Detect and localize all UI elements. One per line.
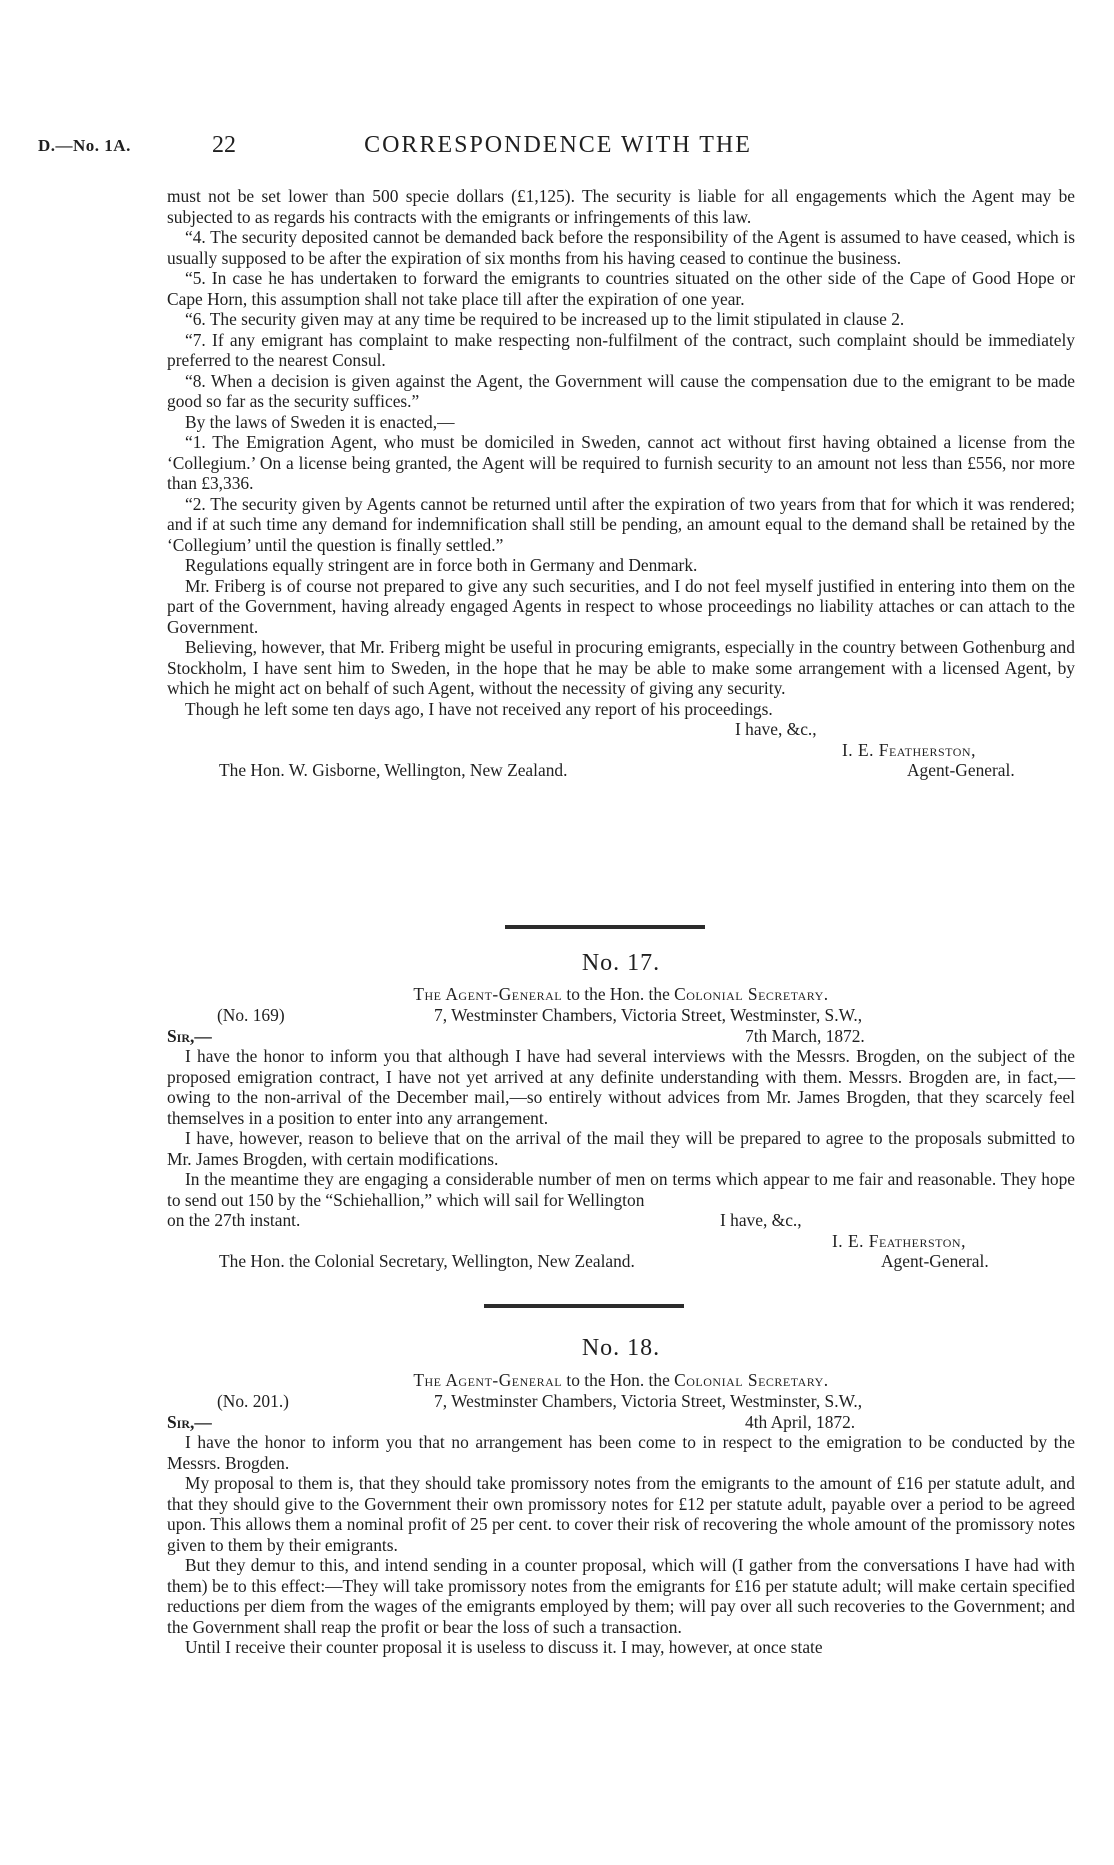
document-reference: D.—No. 1A.	[38, 136, 131, 155]
paragraph: By the laws of Sweden it is enacted,—	[185, 411, 455, 432]
signer-title: Agent-General.	[881, 1251, 989, 1271]
paragraph: “5. In case he has undertaken to forward the emigrants to countries situated on the other side of the Cape of Good Hope or Cape Horn, this assumption shall not take place till after the expiration of one year.	[167, 268, 1075, 309]
letter-number: No. 18.	[581, 1335, 661, 1361]
continuation-section	[167, 186, 1075, 781]
letter-body	[167, 1046, 1075, 1210]
paragraph: But they demur to this, and intend sending in a counter proposal, which will (I gather from the conversations I have had with them) be to this effect:—They will take promissory notes from the emigrants for £16 per statute adult; will make certain specified reductions per diem from the wages of the emigrants employed by them; will pay over all such recoveries to the Government; and the Government shall reap the profit or bear the loss of such a transaction.	[167, 1555, 1075, 1637]
section-divider	[505, 925, 705, 929]
continuation-paragraphs	[167, 186, 1075, 719]
paragraph: In the meantime they are engaging a considerable number of men on terms which appear to me fair and reasonable. They hope to send out 150 by the “Schiehallion,” which will sail for Wellington	[167, 1169, 1075, 1210]
closing: I have, &c.,	[735, 719, 817, 739]
paragraph: I have the honor to inform you that although I have had several interviews with the Messrs. Brogden, on the subject of the proposed emigration contract, I have not yet arrived at any definite understanding with them. Messrs. Brogden are, in fact,—owing to the non-arrival of the December mail,—so entirely without advices from Mr. James Brogden, that they scarcely feel themselves in a position to enter into any arrangement.	[167, 1046, 1075, 1128]
paragraph: Until I receive their counter proposal it is useless to discuss it. I may, however, at once state	[185, 1637, 823, 1657]
letter-17	[167, 950, 1075, 1272]
paragraph: “1. The Emigration Agent, who must be domiciled in Sweden, cannot act without first having obtained a license from the ‘Collegium.’ On a license being granted, the Agent will be required to furnish security to an amount not less than £556, nor more than £3,336.	[167, 432, 1075, 493]
paragraph: Mr. Friberg is of course not prepared to give any such securities, and I do not feel myself justified in entering into them on the part of the Government, having already engaged Agents in respect to whose proceedings no liability attaches or can attach to the Government.	[167, 575, 1075, 637]
letter-18	[167, 1335, 1075, 1658]
paragraph: Regulations equally stringent are in force both in Germany and Denmark.	[185, 555, 698, 575]
paragraph: “2. The security given by Agents cannot be returned until after the expiration of two years from that for which it was rendered; and if at such time any demand for indemnification shall still be pending, an amount equal to the demand shall be retained by the ‘Collegium’ until the question is finally settled.”	[167, 493, 1075, 555]
sender-address: 7, Westminster Chambers, Victoria Street, Westminster, S.W.,	[434, 1005, 863, 1025]
signer-title: Agent-General.	[907, 760, 1015, 780]
paragraph: My proposal to them is, that they should take promissory notes from the emigrants to the amount of £16 per statute adult, and that they should give to the Government their own promissory notes for £12 per statute adult, payable over a period to be agreed upon. This allows them a nominal profit of 25 per cent. to cover their risk of recovering the whole amount of the promissory notes given to them by their emigrants.	[167, 1473, 1075, 1555]
letter-reference: (No. 169)	[217, 1005, 285, 1025]
last-line: on the 27th instant.	[167, 1210, 301, 1230]
section-divider	[484, 1304, 684, 1308]
letter-heading: The Agent-General to the Hon. the Colonial Secretary.	[413, 1370, 829, 1390]
paragraph: “6. The security given may at any time be required to be increased up to the limit stipulated in clause 2.	[185, 309, 905, 329]
letter-number: No. 17.	[581, 950, 661, 976]
paragraph: “8. When a decision is given against the Agent, the Government will cause the compensation due to the emigrant to be made good so far as the security suffices.”	[167, 370, 1075, 411]
signature-block	[167, 719, 1075, 740]
paragraph: Believing, however, that Mr. Friberg might be useful in procuring emigrants, especially in the country between Gothenburg and Stockholm, I have sent him to Sweden, in the hope that he may be able to make some arrangement with a licensed Agent, by which he might act on behalf of such Agent, without the necessity of giving any security.	[167, 637, 1075, 698]
running-title: CORRESPONDENCE WITH THE	[364, 132, 752, 158]
signer: I. E. Featherston,	[832, 1230, 966, 1251]
paragraph: I have, however, reason to believe that on the arrival of the mail they will be prepared to agree to the proposals submitted to Mr. James Brogden, with certain modifications.	[167, 1128, 1075, 1169]
paragraph: “7. If any emigrant has complaint to make respecting non-fulfilment of the contract, such complaint should be immediately preferred to the nearest Consul.	[167, 329, 1075, 370]
paragraph: “4. The security deposited cannot be demanded back before the responsibility of the Agent is assumed to have ceased, which is usually supposed to be after the expiration of six months from his having ceased to continue the business.	[167, 227, 1075, 268]
signer: I. E. Featherston,	[842, 739, 976, 760]
page-header	[38, 132, 1078, 162]
closing: I have, &c.,	[720, 1210, 802, 1230]
letter-reference: (No. 201.)	[217, 1391, 289, 1411]
addressee: The Hon. the Colonial Secretary, Wellington, New Zealand.	[219, 1251, 635, 1271]
letter-date: 7th March, 1872.	[745, 1025, 865, 1046]
salutation: Sir,—	[167, 1411, 212, 1432]
page-number: 22	[212, 132, 236, 158]
sender-address: 7, Westminster Chambers, Victoria Street, Westminster, S.W.,	[434, 1391, 863, 1411]
paragraph: I have the honor to inform you that no arrangement has been come to in respect to the emigration to be conducted by the Messrs. Brogden.	[167, 1432, 1075, 1473]
paragraph: Though he left some ten days ago, I have not received any report of his proceedings.	[185, 698, 773, 719]
letter-date: 4th April, 1872.	[745, 1411, 856, 1432]
addressee: The Hon. W. Gisborne, Wellington, New Zealand.	[219, 760, 568, 780]
letter-heading: The Agent-General to the Hon. the Colonial Secretary.	[413, 984, 829, 1004]
salutation: Sir,—	[167, 1025, 212, 1046]
letter-body	[167, 1432, 1075, 1658]
paragraph: must not be set lower than 500 specie dollars (£1,125). The security is liable for all engagements which the Agent may be subjected to as regards his contracts with the emigrants or infringements of this law.	[167, 186, 1075, 227]
